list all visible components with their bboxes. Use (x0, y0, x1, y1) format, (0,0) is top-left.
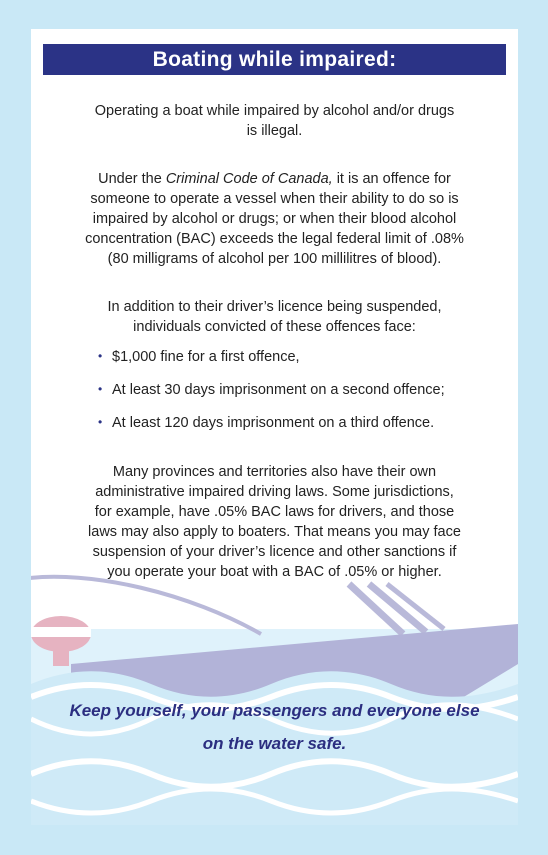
list-item: • $1,000 fine for a first offence, (95, 347, 445, 380)
paragraph-line: administrative impaired driving laws. Some jurisdictions, (95, 484, 454, 500)
paragraph-line: Many provinces and territories also have their own (112, 464, 437, 480)
paragraph-line: is illegal. (246, 123, 303, 139)
penalties-intro (31, 297, 518, 337)
criminal-code-name: Criminal Code of Canada, (165, 171, 333, 187)
paragraph-line: individuals convicted of these offences face: (133, 319, 416, 335)
list-item: • At least 30 days imprisonment on a second offence; (95, 380, 445, 413)
bullet-icon: • (98, 382, 103, 396)
list-item: • At least 120 days imprisonment on a third offence. (95, 413, 445, 446)
penalty-list (95, 347, 445, 446)
safety-tagline: on the water safe. (202, 734, 347, 753)
paragraph-line: you operate your boat with a BAC of .05% or higher. (107, 564, 442, 580)
bullet-icon: • (98, 415, 103, 429)
paragraph-line: someone to operate a vessel when their ability to do so is (90, 191, 459, 207)
paragraph-line: for example, have .05% BAC laws for drivers, and those (94, 504, 455, 520)
paragraph-line: Under the Criminal Code of Canada, it is an offence for (98, 171, 451, 187)
intro-paragraph (31, 101, 518, 141)
safety-tagline: Keep yourself, your passengers and everyone else (69, 701, 480, 720)
paragraph-line: concentration (BAC) exceeds the legal federal limit of .08% (85, 231, 464, 247)
info-card (31, 29, 518, 825)
paragraph-line: (80 milligrams of alcohol per 100 millilitres of blood). (107, 251, 442, 267)
paragraph-line: suspension of your driver’s licence and other sanctions if (92, 544, 457, 560)
paragraph-line: laws may also apply to boaters. That means you may face (88, 524, 461, 540)
provincial-laws-paragraph (31, 462, 518, 582)
paragraph-line: impaired by alcohol or drugs; or when their blood alcohol (92, 211, 457, 227)
bullet-icon: • (98, 349, 103, 363)
criminal-code-paragraph (31, 169, 518, 269)
paragraph-line: In addition to their driver’s licence being suspended, (107, 299, 442, 315)
paragraph-line: Operating a boat while impaired by alcohol and/or drugs (94, 103, 455, 119)
section-title: Boating while impaired: (43, 44, 506, 75)
